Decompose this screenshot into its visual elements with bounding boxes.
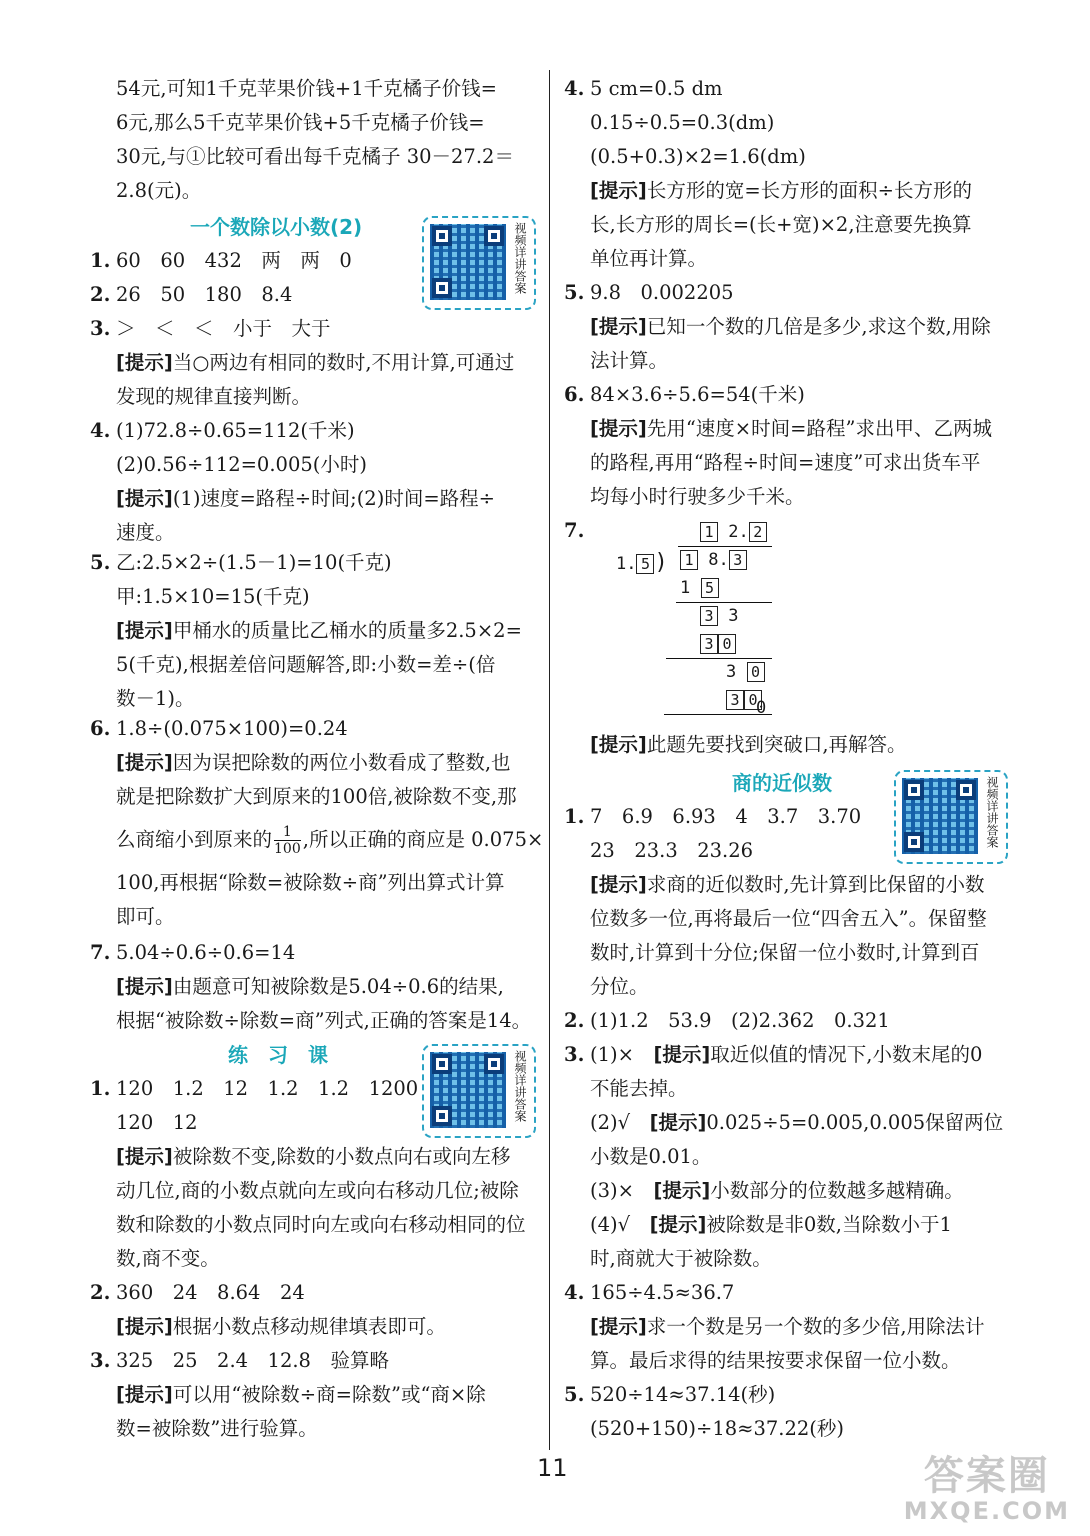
question-number: 5. bbox=[564, 281, 585, 304]
division-rule bbox=[666, 658, 772, 659]
hint-label: [提示] bbox=[590, 179, 647, 202]
section-title-practice: 练 习 课 bbox=[228, 1043, 328, 1067]
hint-line: 数－1)。 bbox=[116, 687, 195, 710]
hint-line: [提示](1)速度=路程÷时间;(2)时间=路程÷ bbox=[116, 487, 495, 510]
hint-line: 根据“被除数÷除数=商”列式,正确的答案是14。 bbox=[116, 1009, 532, 1032]
watermark-logo bbox=[904, 1454, 1070, 1524]
hint-line: 速度。 bbox=[116, 521, 175, 544]
hint-label: [提示] bbox=[590, 873, 647, 896]
hint-label: [提示] bbox=[653, 1043, 711, 1066]
hint-label: [提示] bbox=[653, 1179, 711, 1202]
hint-line: 小数是0.01。 bbox=[590, 1145, 712, 1168]
hint-line: 100,再根据“除数=被除数÷商”列出算式计算 bbox=[116, 871, 505, 894]
hint-label: [提示] bbox=[116, 975, 173, 998]
division-rule bbox=[676, 602, 772, 603]
division-step-4: 3 0 bbox=[726, 662, 765, 682]
watermark-line-1: 答案圈 bbox=[923, 1453, 1050, 1499]
hint-line: 分位。 bbox=[590, 975, 649, 998]
question-number: 2. bbox=[564, 1009, 585, 1032]
answer-line: 5.04÷0.6÷0.6=14 bbox=[116, 941, 296, 964]
qr-finder-icon bbox=[904, 780, 924, 800]
hint-line: 的路程,再用“路程÷时间=速度”可求出货车平 bbox=[590, 451, 981, 474]
hint-line: 法计算。 bbox=[590, 349, 669, 372]
qr-finder-icon bbox=[904, 832, 924, 852]
hint-label: [提示] bbox=[649, 1111, 707, 1134]
answer-line: (4)√ [提示]被除数是非0数,当除数小于1 bbox=[590, 1213, 952, 1236]
answer-line: 520÷14≈37.14(秒) bbox=[590, 1383, 776, 1406]
carry-line-3: 30元,与①比较可看出每千克橘子 30－27.2＝ bbox=[116, 145, 514, 168]
question-number: 6. bbox=[90, 717, 111, 740]
question-number: 6. bbox=[564, 383, 585, 406]
answer-line: (2)√ [提示]0.025÷5=0.005,0.005保留两位 bbox=[590, 1111, 1004, 1134]
answer-line: (2)0.56÷112=0.005(小时) bbox=[116, 453, 367, 476]
answer-line: 325 25 2.4 12.8 验算略 bbox=[116, 1349, 389, 1372]
question-number: 1. bbox=[564, 805, 585, 828]
qr-finder-icon bbox=[432, 278, 452, 298]
qr-code-video-2[interactable] bbox=[422, 1044, 536, 1138]
question-number: 5. bbox=[90, 551, 111, 574]
section-title-approx-quotient: 商的近似数 bbox=[732, 771, 832, 795]
hint-line: [提示]被除数不变,除数的小数点向右或向左移 bbox=[116, 1145, 511, 1168]
answer-line: (1)1.2 53.9 (2)2.362 0.321 bbox=[590, 1009, 890, 1032]
hint-line: 单位再计算。 bbox=[590, 247, 708, 270]
answer-line: 84×3.6÷5.6=54(千米) bbox=[590, 383, 805, 406]
qr-code-video-1[interactable] bbox=[422, 216, 536, 310]
question-number: 3. bbox=[564, 1043, 585, 1066]
fraction: $\frac{1}{100}$ bbox=[274, 824, 301, 857]
answer-line: 5 cm=0.5 dm bbox=[590, 77, 723, 100]
qr-finder-icon bbox=[432, 1106, 452, 1126]
hint-label: [提示] bbox=[649, 1213, 707, 1236]
hint-line: [提示]可以用“被除数÷商=除数”或“商×除 bbox=[116, 1383, 486, 1406]
hint-line: 么商缩小到原来的 $\frac{1}{100}$ ,所以正确的商应是 0.075× bbox=[116, 824, 544, 857]
section-title-divide-decimal-2: 一个数除以小数(2) bbox=[190, 215, 363, 239]
hint-line: 长,长方形的周长=(长+宽)×2,注意要先换算 bbox=[590, 213, 972, 236]
division-quotient: 1 2. 2 bbox=[700, 522, 767, 542]
hint-label: [提示] bbox=[590, 1315, 647, 1338]
qr-finder-icon bbox=[484, 1054, 504, 1074]
answer-line: 165÷4.5≈36.7 bbox=[590, 1281, 735, 1304]
hint-line: 就是把除数扩大到原来的100倍,被除数不变,那 bbox=[116, 785, 517, 808]
division-step-5: 3 0 bbox=[726, 690, 762, 710]
answer-line: 乙:2.5×2÷(1.5－1)=10(千克) bbox=[116, 551, 392, 574]
hint-line: [提示]先用“速度×时间=路程”求出甲、乙两城 bbox=[590, 417, 992, 440]
question-number: 3. bbox=[90, 1349, 111, 1372]
answer-line: (1)72.8÷0.65=112(千米) bbox=[116, 419, 355, 442]
division-step-1: 1 5 bbox=[680, 578, 719, 598]
hint-line: 数,商不变。 bbox=[116, 1247, 220, 1270]
answer-line: 7 6.9 6.93 4 3.7 3.70 bbox=[590, 805, 862, 828]
carry-line-2: 6元,那么5千克苹果价钱+5千克橘子价钱= bbox=[116, 111, 485, 134]
hint-line: [提示]已知一个数的几倍是多少,求这个数,用除 bbox=[590, 315, 991, 338]
long-division-diagram bbox=[616, 518, 776, 718]
hint-line: 即可。 bbox=[116, 905, 175, 928]
hint-line: 发现的规律直接判断。 bbox=[116, 385, 312, 408]
hint-label: [提示] bbox=[116, 751, 173, 774]
hint-label: [提示] bbox=[590, 315, 647, 338]
hint-label: [提示] bbox=[116, 351, 173, 374]
hint-line: 时,商就大于被除数。 bbox=[590, 1247, 772, 1270]
qr-finder-icon bbox=[432, 226, 452, 246]
question-number: 2. bbox=[90, 283, 111, 306]
hint-label: [提示] bbox=[590, 733, 647, 756]
hint-label: [提示] bbox=[116, 1145, 173, 1168]
question-number: 4. bbox=[564, 77, 585, 100]
division-step-3: 3 0 bbox=[700, 634, 736, 654]
hint-line: 均每小时行驶多少千米。 bbox=[590, 485, 805, 508]
hint-label: [提示] bbox=[116, 619, 173, 642]
hint-line: 不能去掉。 bbox=[590, 1077, 688, 1100]
hint-line: [提示]此题先要找到突破口,再解答。 bbox=[590, 733, 907, 756]
question-number: 5. bbox=[564, 1383, 585, 1406]
hint-line: 数时,计算到十分位;保留一位小数时,计算到百 bbox=[590, 941, 980, 964]
qr-code-video-3[interactable] bbox=[894, 770, 1008, 864]
question-number: 1. bbox=[90, 1077, 111, 1100]
answer-line: (3)× [提示]小数部分的位数越多越精确。 bbox=[590, 1179, 964, 1202]
qr-side-label: 视频详讲答案 bbox=[513, 1050, 527, 1122]
division-bar bbox=[678, 546, 772, 547]
division-dividend: 1 8. 3 bbox=[680, 550, 747, 570]
hint-line: 数和除数的小数点同时向左或向右移动相同的位 bbox=[116, 1213, 526, 1236]
carry-line-1: 54元,可知1千克苹果价钱+1千克橘子价钱= bbox=[116, 77, 498, 100]
answer-line: 360 24 8.64 24 bbox=[116, 1281, 305, 1304]
qr-side-label: 视频详讲答案 bbox=[513, 222, 527, 294]
qr-finder-icon bbox=[956, 780, 976, 800]
division-step-2: 3 3 bbox=[700, 606, 739, 626]
column-divider bbox=[549, 70, 550, 1450]
question-number: 7. bbox=[90, 941, 111, 964]
answer-line: 0.15÷0.5=0.3(dm) bbox=[590, 111, 775, 134]
hint-line: [提示]根据小数点移动规律填表即可。 bbox=[116, 1315, 446, 1338]
hint-line: [提示]由题意可知被除数是5.04÷0.6的结果, bbox=[116, 975, 504, 998]
answer-line: 1.8÷(0.075×100)=0.24 bbox=[116, 717, 348, 740]
hint-line: 数=被除数”进行验算。 bbox=[116, 1417, 318, 1440]
division-remainder: 0 bbox=[756, 698, 767, 718]
question-number: 7. bbox=[564, 519, 585, 542]
hint-line: [提示]当○两边有相同的数时,不用计算,可通过 bbox=[116, 351, 515, 374]
page-number: 11 bbox=[537, 1454, 568, 1482]
answer-line: 26 50 180 8.4 bbox=[116, 283, 293, 306]
question-number: 2. bbox=[90, 1281, 111, 1304]
hint-line: [提示]甲桶水的质量比乙桶水的质量多2.5×2= bbox=[116, 619, 522, 642]
qr-finder-icon bbox=[484, 226, 504, 246]
hint-line: 5(千克),根据差倍问题解答,即:小数=差÷(倍 bbox=[116, 653, 496, 676]
watermark-line-2: MXQE.COM bbox=[903, 1497, 1070, 1525]
hint-line: 位数多一位,再将最后一位“四舍五入”。保留整 bbox=[590, 907, 987, 930]
hint-line: 算。最后求得的结果按要求保留一位小数。 bbox=[590, 1349, 961, 1372]
hint-line: 动几位,商的小数点就向左或向右移动几位;被除 bbox=[116, 1179, 519, 1202]
answer-line: 23 23.3 23.26 bbox=[590, 839, 754, 862]
hint-label: [提示] bbox=[116, 487, 173, 510]
hint-label: [提示] bbox=[590, 417, 647, 440]
division-divisor: 1. 5 ) bbox=[616, 550, 668, 575]
qr-finder-icon bbox=[432, 1054, 452, 1074]
hint-label: [提示] bbox=[116, 1383, 173, 1406]
answer-line: 120 1.2 12 1.2 1.2 1200 bbox=[116, 1077, 419, 1100]
hint-line: [提示]求商的近似数时,先计算到比保留的小数 bbox=[590, 873, 985, 896]
answer-line: 60 60 432 两 两 0 bbox=[116, 249, 352, 272]
answer-line: 9.8 0.002205 bbox=[590, 281, 734, 304]
answer-line: 120 12 bbox=[116, 1111, 198, 1134]
question-number: 4. bbox=[564, 1281, 585, 1304]
question-number: 4. bbox=[90, 419, 111, 442]
answer-line: ＞ ＜ ＜ 小于 大于 bbox=[116, 317, 331, 340]
hint-line: [提示]求一个数是另一个数的多少倍,用除法计 bbox=[590, 1315, 985, 1338]
hint-label: [提示] bbox=[116, 1315, 173, 1338]
answer-line: (0.5+0.3)×2=1.6(dm) bbox=[590, 145, 806, 168]
answer-line: (1)× [提示]取近似值的情况下,小数末尾的0 bbox=[590, 1043, 983, 1066]
carry-line-4: 2.8(元)。 bbox=[116, 179, 202, 202]
hint-line: [提示]长方形的宽=长方形的面积÷长方形的 bbox=[590, 179, 973, 202]
question-number: 3. bbox=[90, 317, 111, 340]
answer-line: (520+150)÷18≈37.22(秒) bbox=[590, 1417, 845, 1440]
question-number: 1. bbox=[90, 249, 111, 272]
hint-line: [提示]因为误把除数的两位小数看成了整数,也 bbox=[116, 751, 511, 774]
qr-side-label: 视频详讲答案 bbox=[985, 776, 999, 848]
answer-line: 甲:1.5×10=15(千克) bbox=[116, 585, 310, 608]
